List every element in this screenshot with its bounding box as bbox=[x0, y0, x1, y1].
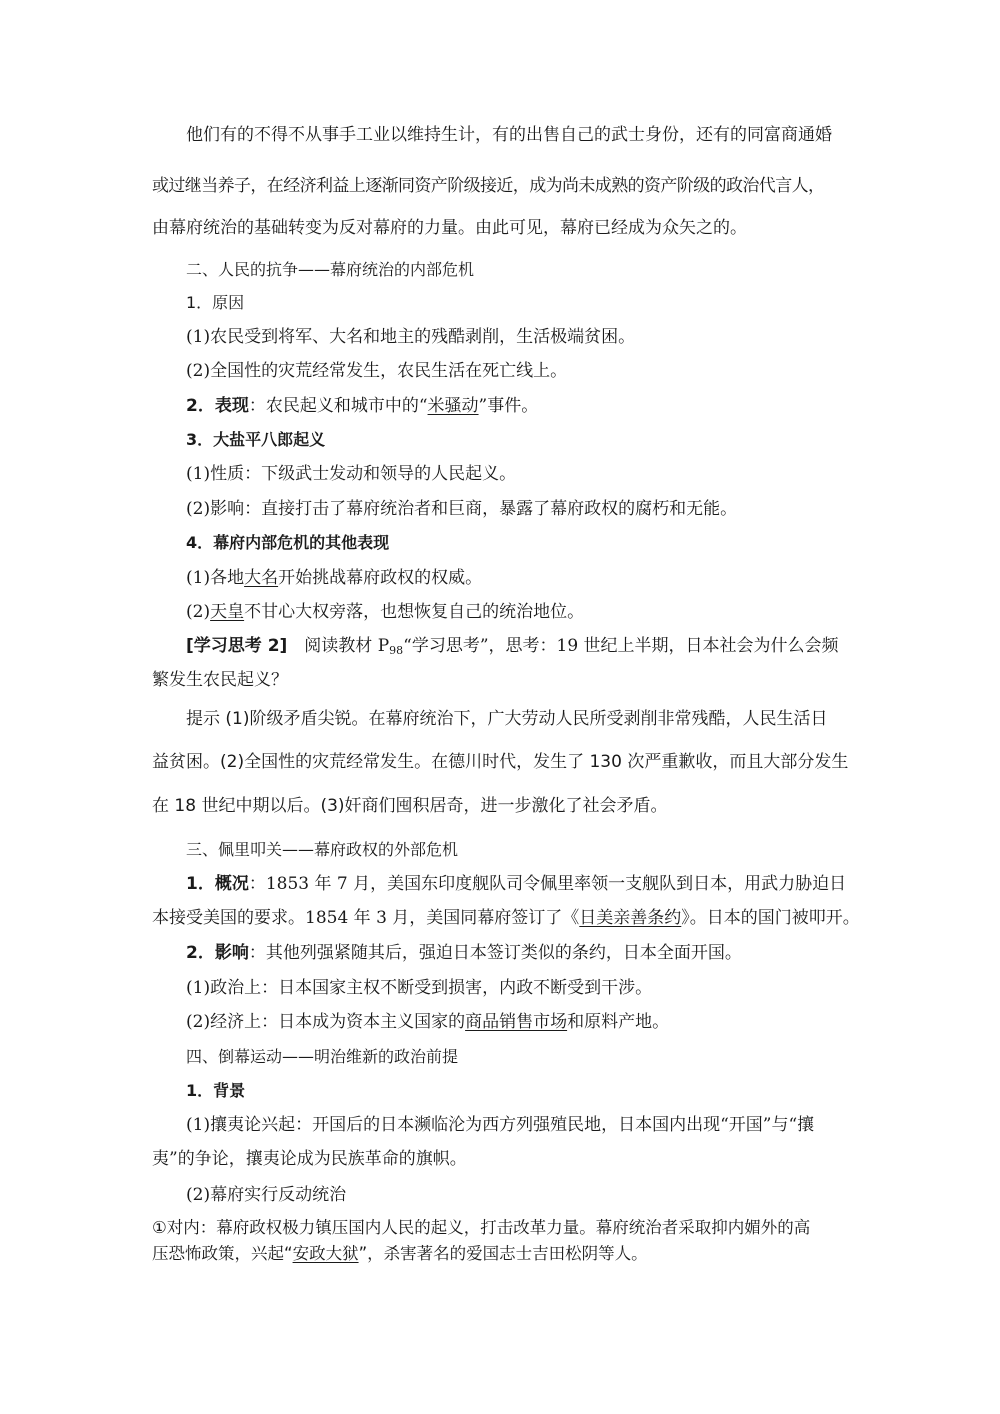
impact-2-b: 和原料产地。 bbox=[567, 1012, 670, 1032]
performance-text-a: ：农民起义和城市中的“ bbox=[248, 396, 428, 416]
oshio-title: 3．大盐平八郎起义 bbox=[186, 430, 326, 449]
background-item-1-line-1: (1)攘夷论兴起：开国后的日本濒临沦为西方列强殖民地，日本国内出现“开国”与“攘 bbox=[186, 1115, 815, 1135]
background-item-2-1-line-1: ①对内：幕府政权极力镇压国内人民的起义，打击改革力量。幕府统治者采取抑内媚外的高 bbox=[152, 1218, 811, 1237]
intro-line-1: 他们有的不得不从事手工业以维持生计，有的出售自己的武士身份，还有的同富商通婚 bbox=[186, 125, 832, 145]
other-item-2-b: 不甘心大权旁落，也想恢复自己的统治地位。 bbox=[244, 602, 585, 622]
other-item-1 bbox=[186, 566, 852, 590]
impact-label: 2．影响 bbox=[186, 943, 249, 963]
performance-text-b: ”事件。 bbox=[478, 396, 539, 416]
think-label: [学习思考 2] bbox=[186, 636, 288, 656]
hint-line-1: 提示 (1)阶级矛盾尖锐。在幕府统治下，广大劳动人民所受剥削非常残酷，人民生活日 bbox=[186, 709, 828, 729]
impact-text: ：其他列强紧随其后，强迫日本签订类似的条约，日本全面开国。 bbox=[248, 943, 742, 963]
intro-line-3: 由幕府统治的基础转变为反对幕府的力量。由此可见，幕府已经成为众矢之的。 bbox=[152, 218, 747, 238]
impact-2-a: (2)经济上：日本成为资本主义国家的 bbox=[186, 1012, 466, 1032]
section-heading-4: 四、倒幕运动——明治维新的政治前提 bbox=[186, 1047, 459, 1066]
overview-text: ：1853 年 7 月，美国东印度舰队司令佩里率领一支舰队到日本，用武力胁迫日 bbox=[248, 874, 847, 894]
background-item-2: (2)幕府实行反动统治 bbox=[186, 1185, 347, 1205]
hint-line-2: 益贫困。(2)全国性的灾荒经常发生。在德川时代，发生了 130 次严重歉收，而且大部分发生 bbox=[152, 752, 849, 772]
performance-line bbox=[186, 394, 852, 418]
other-title: 4．幕府内部危机的其他表现 bbox=[186, 533, 390, 552]
oshio-item-1: (1)性质：下级武士发动和领导的人民起义。 bbox=[186, 464, 517, 484]
other-item-1-keyword: 大名 bbox=[244, 568, 279, 588]
overview-l2-a: 本接受美国的要求。1854 年 3 月，美国同幕府签订了《 bbox=[152, 908, 580, 928]
performance-label: 2．表现 bbox=[186, 396, 249, 416]
other-item-1-a: (1)各地 bbox=[186, 568, 245, 588]
think-question-line-1 bbox=[186, 634, 852, 663]
bg-2-1-l2-a: 压恐怖政策，兴起“ bbox=[152, 1244, 293, 1263]
background-item-2-1-line-2 bbox=[152, 1242, 852, 1266]
cause-item-2: (2)全国性的灾荒经常发生，农民生活在死亡线上。 bbox=[186, 361, 568, 381]
performance-keyword: 米骚动 bbox=[427, 396, 479, 416]
ansei-purge-keyword: 安政大狱 bbox=[292, 1244, 359, 1263]
section-heading-2: 二、人民的抗争——幕府统治的内部危机 bbox=[186, 260, 475, 279]
impact-2-keyword: 商品销售市场 bbox=[465, 1012, 568, 1032]
treaty-name: 日美亲善条约 bbox=[579, 908, 682, 928]
oshio-item-2: (2)影响：直接打击了幕府统治者和巨商，暴露了幕府政权的腐朽和无能。 bbox=[186, 499, 738, 519]
background-title: 1．背景 bbox=[186, 1081, 246, 1100]
hint-line-3: 在 18 世纪中期以后。(3)奸商们囤积居奇，进一步激化了社会矛盾。 bbox=[152, 796, 668, 816]
cause-item-1: (1)农民受到将军、大名和地主的残酷剥削，生活极端贫困。 bbox=[186, 327, 636, 347]
think-text-b: “学习思考”，思考：19 世纪上半期，日本社会为什么会频 bbox=[403, 636, 839, 656]
other-item-1-b: 开始挑战幕府政权的权威。 bbox=[278, 568, 483, 588]
impact-item-1: (1)政治上：日本国家主权不断受到损害，内政不断受到干涉。 bbox=[186, 978, 653, 998]
other-item-2-a: (2) bbox=[186, 602, 211, 622]
overview-line-1 bbox=[186, 872, 852, 896]
other-item-2 bbox=[186, 600, 852, 624]
bg-2-1-l2-b: ”，杀害著名的爱国志士吉田松阴等人。 bbox=[358, 1244, 648, 1263]
other-item-2-keyword: 天皇 bbox=[210, 602, 245, 622]
background-item-1-line-2: 夷”的争论，攘夷论成为民族革命的旗帜。 bbox=[152, 1149, 467, 1169]
think-question-line-2: 繁发生农民起义？ bbox=[152, 670, 288, 690]
overview-line-2 bbox=[152, 906, 860, 930]
impact-line bbox=[186, 941, 852, 965]
overview-label: 1．概况 bbox=[186, 874, 249, 894]
overview-l2-b: 》。日本的国门被叩开。 bbox=[681, 908, 860, 928]
section-heading-3: 三、佩里叩关——幕府政权的外部危机 bbox=[186, 840, 459, 859]
cause-title: 1．原因 bbox=[186, 293, 245, 312]
page-subscript: 98 bbox=[389, 644, 404, 657]
impact-item-2 bbox=[186, 1010, 852, 1034]
intro-line-2: 或过继当养子，在经济利益上逐渐同资产阶级接近，成为尚未成熟的资产阶级的政治代言人， bbox=[152, 176, 825, 196]
think-text-a: 阅读教材 P bbox=[287, 636, 390, 656]
